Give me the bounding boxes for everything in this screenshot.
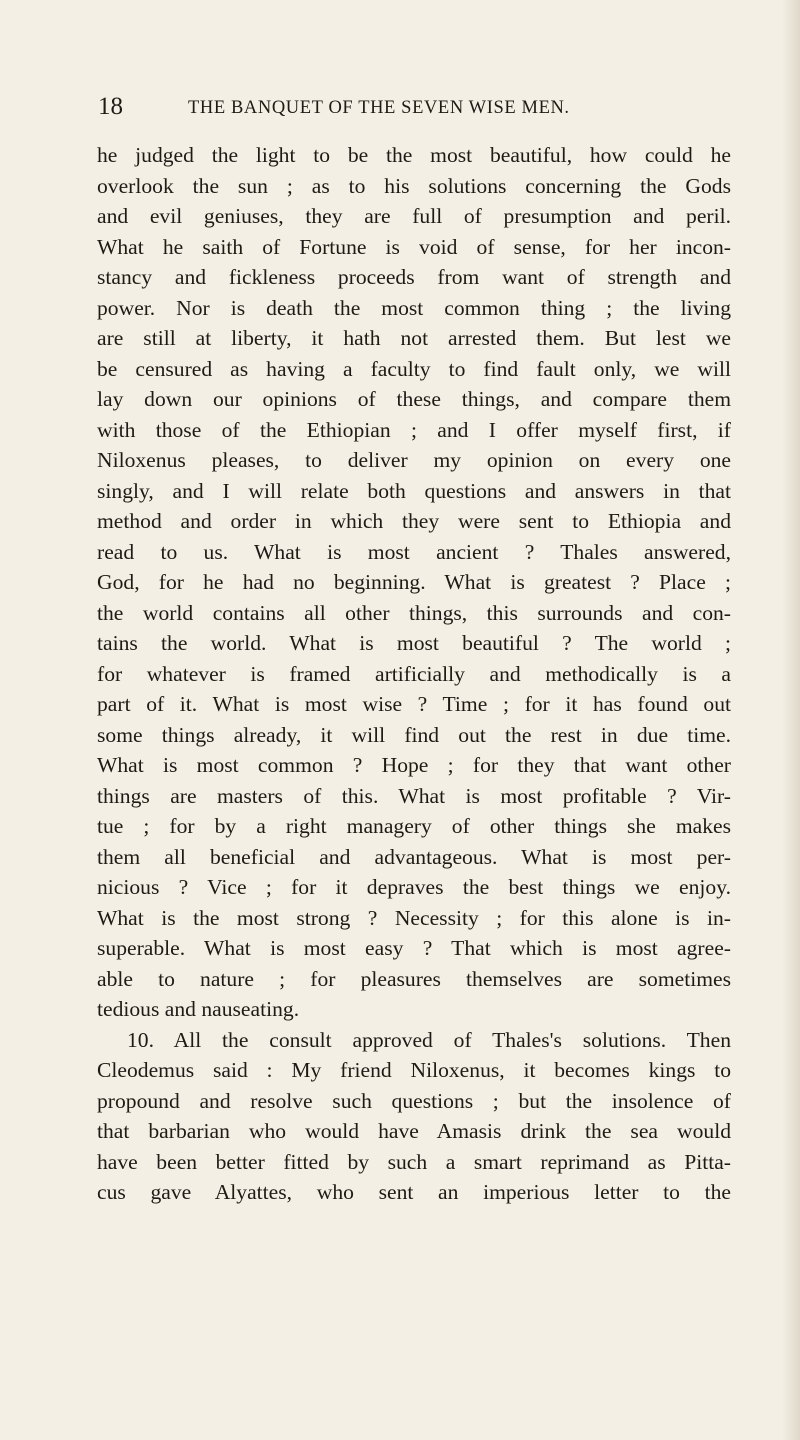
text-line: method and order in which they were sent to Ethiopia and [97, 509, 731, 533]
running-head [98, 92, 738, 122]
text-line: have been better fitted by such a smart reprimand as Pitta- [97, 1149, 731, 1174]
text-line: tains the world. What is most beautiful ? The world ; [97, 631, 731, 655]
text-line: the world contains all other things, this surrounds and con- [97, 600, 731, 625]
text-line: Cleodemus said : My friend Niloxenus, it becomes kings to [97, 1058, 731, 1082]
text-line: What is most common ? Hope ; for they that want other [97, 753, 731, 777]
text-line: singly, and I will relate both questions and answers in that [97, 478, 731, 503]
text-line: Niloxenus pleases, to deliver my opinion on every one [97, 448, 731, 472]
text-line-paragraph-end: tedious and nauseating. [97, 997, 300, 1021]
text-line: be censured as having a faculty to find fault only, we will [97, 356, 731, 381]
text-line: are still at liberty, it hath not arrested them. But lest we [97, 326, 731, 350]
text-line: read to us. What is most ancient ? Thales answered, [97, 539, 731, 564]
text-line: with those of the Ethiopian ; and I offer myself first, if [97, 417, 731, 442]
text-line: nicious ? Vice ; for it depraves the best things we enjoy. [97, 875, 731, 899]
text-line: that barbarian who would have Amasis drink the sea would [97, 1119, 731, 1143]
text-line: cus gave Alyattes, who sent an imperious letter to the [97, 1180, 731, 1204]
text-line: God, for he had no beginning. What is greatest ? Place ; [97, 570, 731, 594]
text-line: things are masters of this. What is most profitable ? Vir- [97, 783, 731, 808]
text-line: propound and resolve such questions ; but the insolence of [97, 1088, 731, 1113]
text-line: part of it. What is most wise ? Time ; for it has found out [97, 692, 731, 716]
text-line: he judged the light to be the most beautiful, how could he [97, 143, 731, 167]
text-line: What he saith of Fortune is void of sense, for her incon- [97, 234, 731, 259]
body-text [97, 140, 731, 1208]
text-line: What is the most strong ? Necessity ; for this alone is in- [97, 905, 731, 930]
text-line: them all beneficial and advantageous. What is most per- [97, 844, 731, 869]
text-line: superable. What is most easy ? That which is most agree- [97, 936, 731, 960]
text-line: and evil geniuses, they are full of presumption and peril. [97, 204, 731, 228]
running-title: THE BANQUET OF THE SEVEN WISE MEN. [188, 98, 570, 118]
text-line: power. Nor is death the most common thing ; the living [97, 295, 731, 320]
text-line: overlook the sun ; as to his solutions concerning the Gods [97, 173, 731, 198]
text-line: tue ; for by a right managery of other things she makes [97, 814, 731, 838]
text-line: some things already, it will find out the rest in due time. [97, 722, 731, 747]
text-line: lay down our opinions of these things, and compare them [97, 387, 731, 411]
text-line: stancy and fickleness proceeds from want of strength and [97, 265, 731, 289]
page-edge-shadow [782, 0, 800, 1440]
page-number: 18 [98, 93, 123, 120]
text-line-paragraph-start: 10. All the consult approved of Thales's solutions. Then [127, 1027, 731, 1052]
text-line: able to nature ; for pleasures themselves are sometimes [97, 966, 731, 991]
text-line: for whatever is framed artificially and methodically is a [97, 661, 731, 686]
